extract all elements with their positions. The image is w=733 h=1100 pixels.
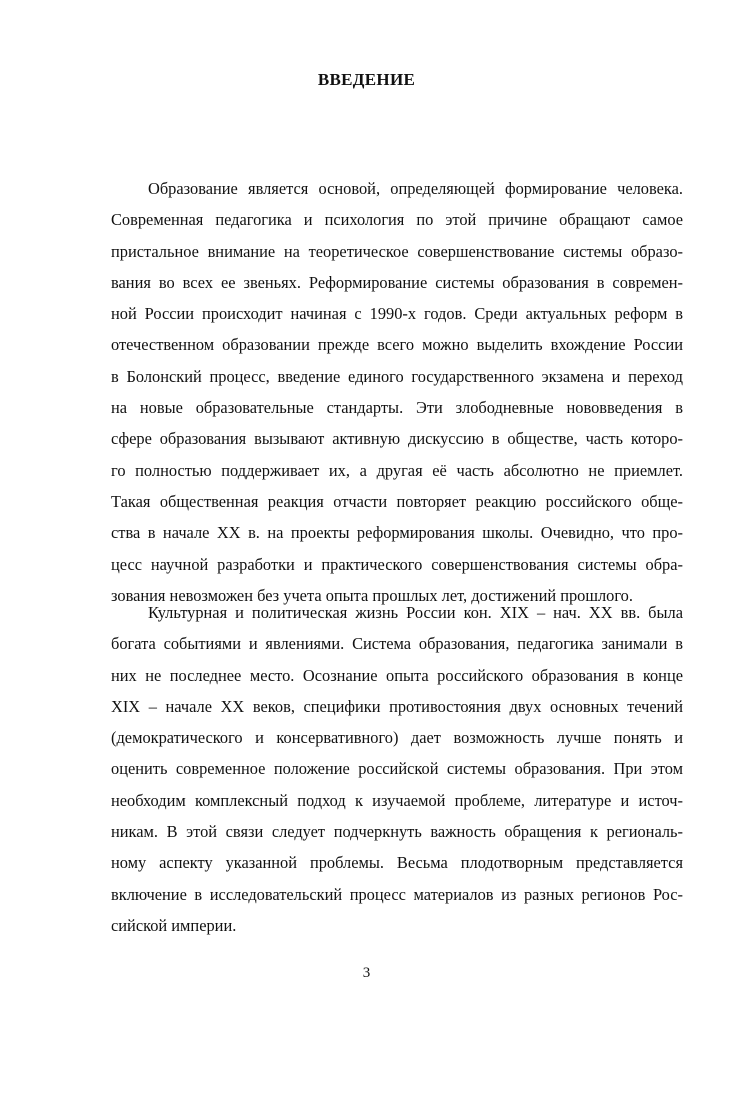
text-line: ной России происходит начиная с 1990-х годов. Среди актуальных реформ в [111,304,683,324]
text-line: оценить современное положение российской системы образования. При этом [111,759,683,779]
text-line: необходим комплексный подход к изучаемой проблеме, литературе и источ- [111,790,683,810]
text-line: (демократического и консервативного) дает возможность лучше понять и [111,728,683,748]
text-line: отечественном образовании прежде всего можно выделить вхождение России [111,335,683,355]
text-line: цесс научной разработки и практического совершенствования системы обра- [111,554,683,574]
text-line: ства в начале XX в. на проекты реформирования школы. Очевидно, что про- [111,523,683,543]
text-line: Современная педагогика и психология по этой причине обращают самое [111,210,683,230]
text-line: сийской империи. [111,915,237,935]
text-line: на новые образовательные стандарты. Эти злободневные нововведения в [111,398,683,418]
text-line: ному аспекту указанной проблемы. Весьма плодотворным представляется [111,853,683,873]
text-line: в Болонский процесс, введение единого государственного экзамена и переход [111,366,683,386]
text-line: XIX – начале XX веков, специфики противостояния двух основных течений [111,696,683,716]
paragraph-1 [111,173,683,611]
page-title: ВВЕДЕНИЕ [317,70,416,89]
text-line: Такая общественная реакция отчасти повторяет реакцию российского обще- [111,491,683,511]
text-line: пристальное внимание на теоретическое совершенствование системы образо- [111,241,683,261]
text-line: вания во всех ее звеньях. Реформирование системы образования в современ- [111,272,683,292]
text-line: богата событиями и явлениями. Система образования, педагогика занимали в [111,634,683,654]
text-line: Образование является основой, определяющей формирование человека. [148,179,683,198]
text-line: Культурная и политическая жизнь России кон. XIX – нач. XX вв. была [148,603,683,622]
text-line: го полностью поддерживает их, а другая её часть абсолютно не приемлет. [111,460,683,480]
page-number: 3 [362,965,371,981]
paragraph-2 [111,597,683,941]
text-line: никам. В этой связи следует подчеркнуть важность обращения к региональ- [111,822,683,842]
text-line: сфере образования вызывают активную дискуссию в обществе, часть которо- [111,429,683,449]
text-line: включение в исследовательский процесс материалов из разных регионов Рос- [111,884,683,904]
text-line: зования невозможен без учета опыта прошлых лет, достижений прошлого. [111,585,633,605]
text-line: них не последнее место. Осознание опыта российского образования в конце [111,665,683,685]
